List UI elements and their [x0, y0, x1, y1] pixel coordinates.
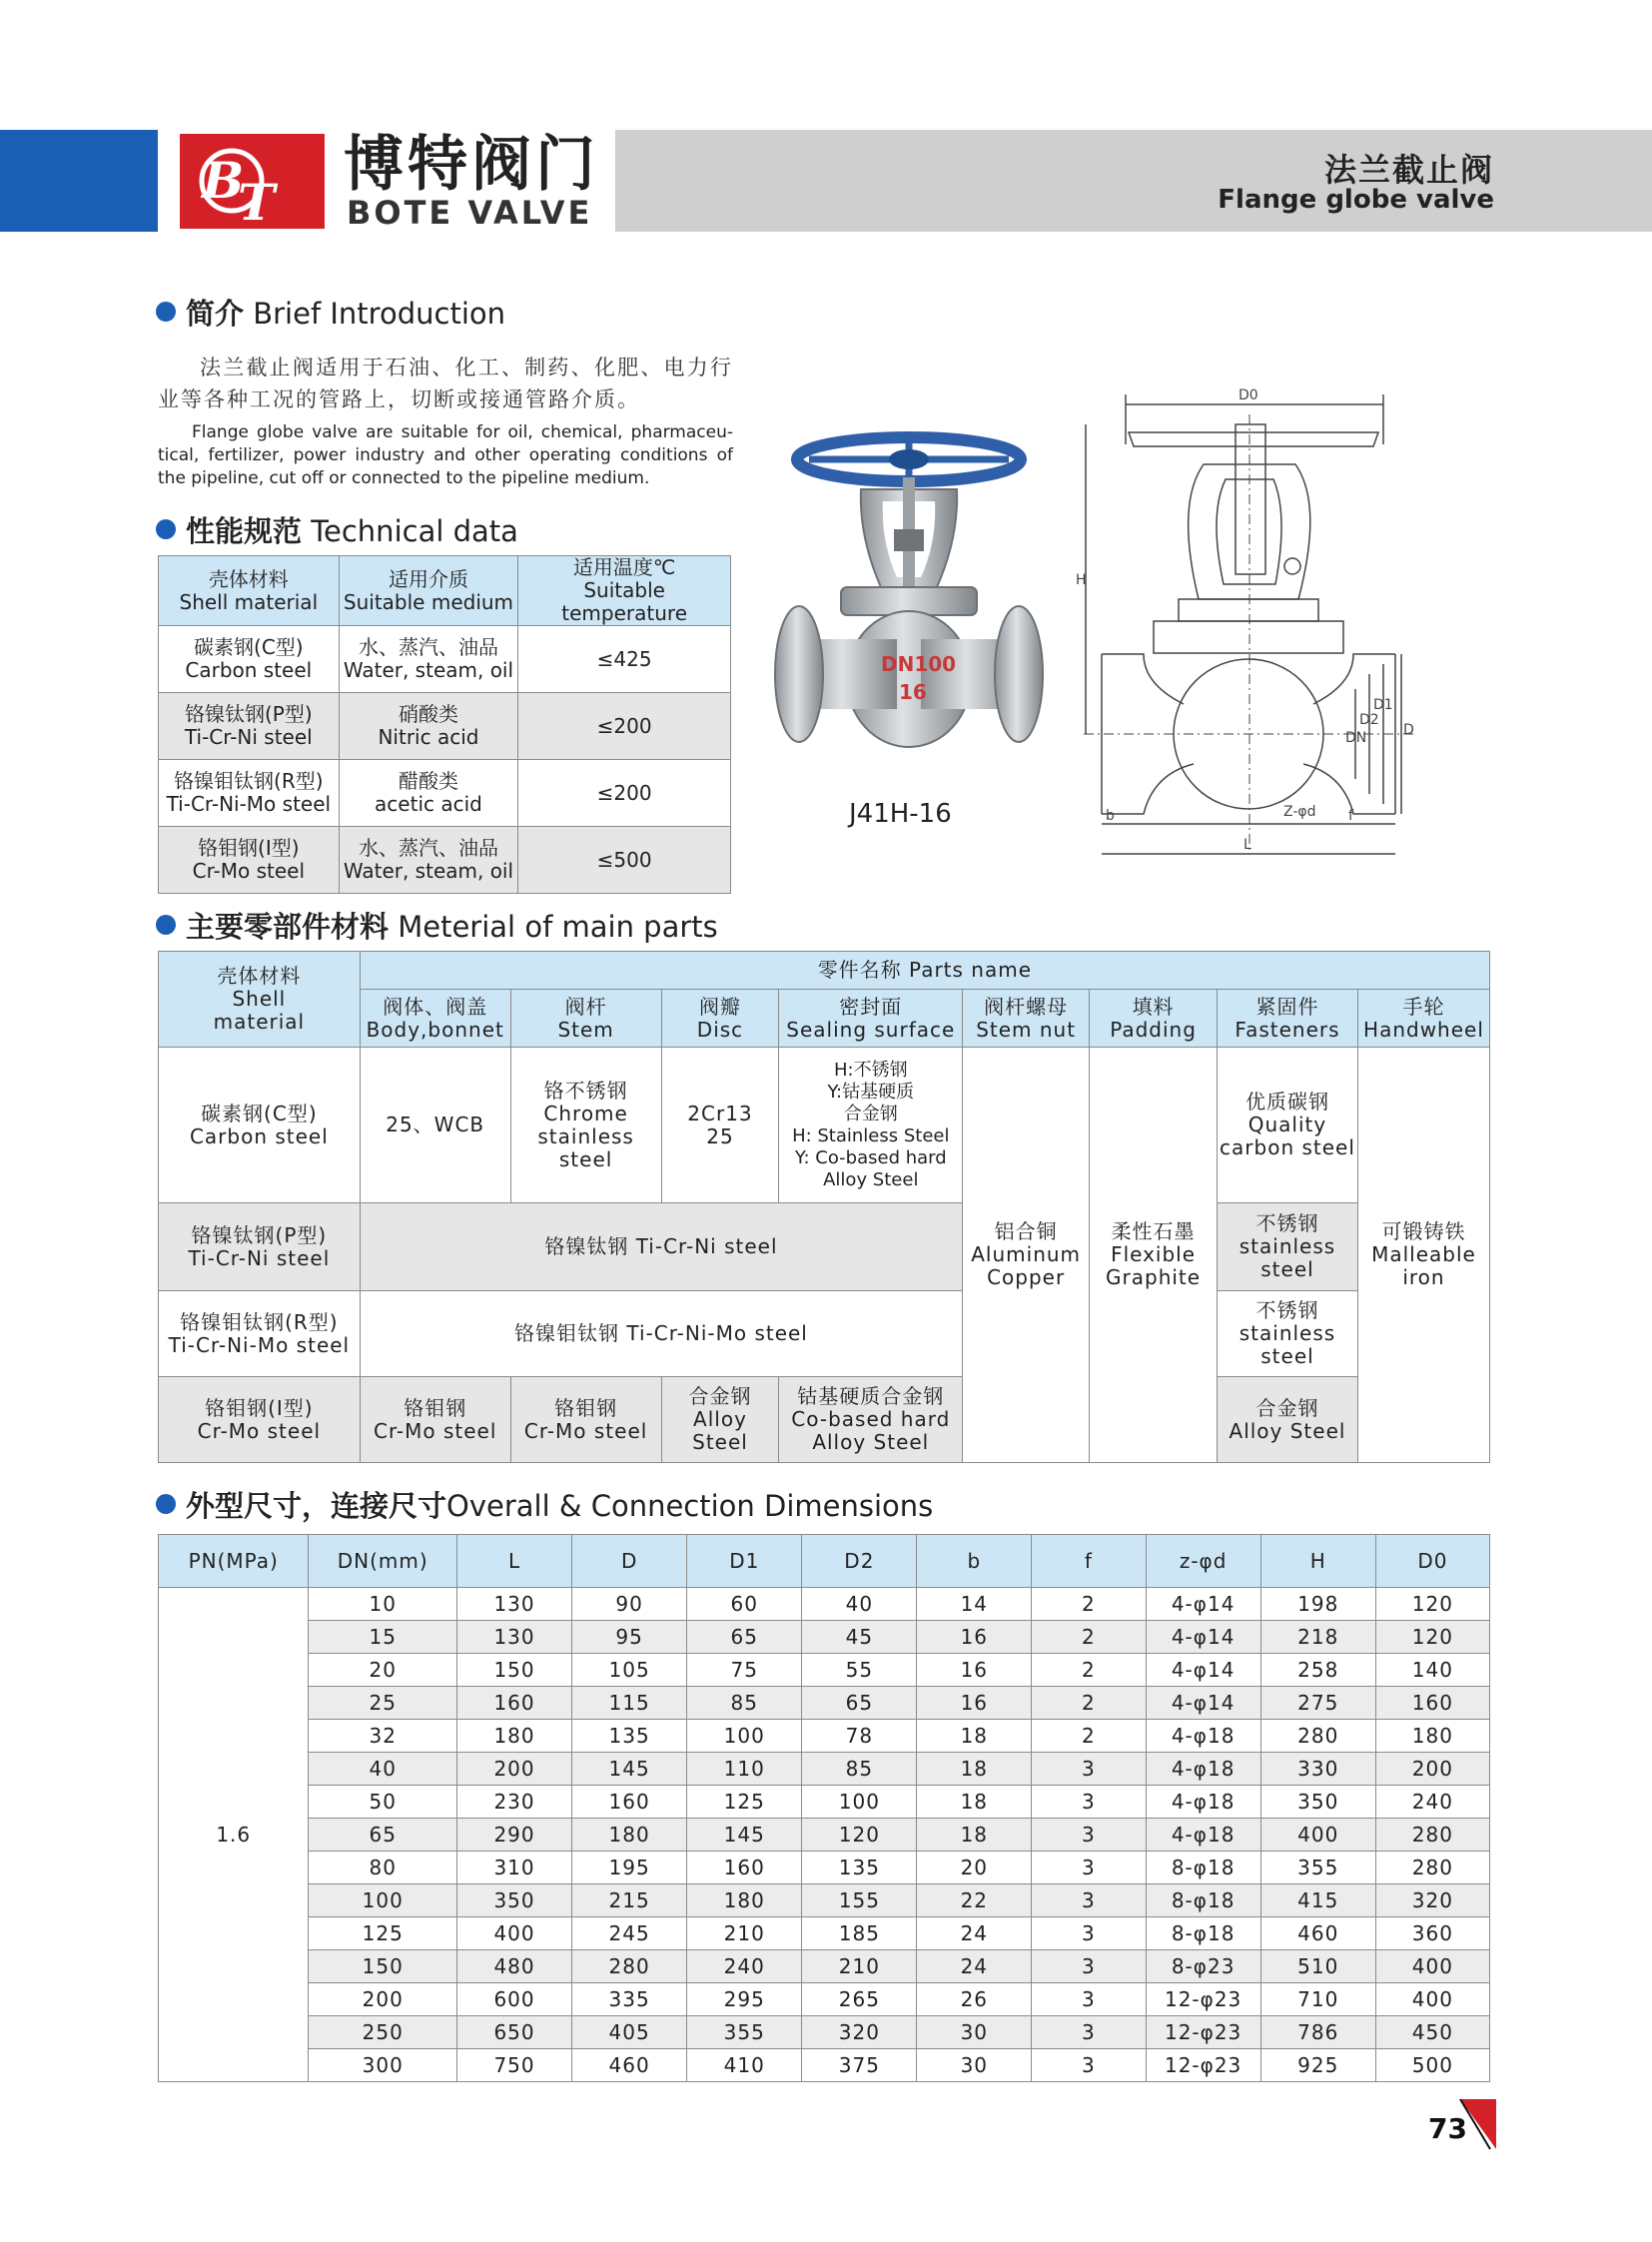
dim-d1: D1 — [1373, 697, 1393, 713]
table-header-row — [159, 952, 1490, 990]
table-cell: 360 — [1375, 1917, 1489, 1950]
table-cell: 120 — [1375, 1621, 1489, 1654]
dim-d0: D0 — [1239, 387, 1258, 403]
table-cell: 85 — [802, 1753, 917, 1786]
table-row — [159, 1753, 1490, 1786]
dim-h: H — [1076, 572, 1087, 588]
table-cell: 4-φ18 — [1146, 1720, 1260, 1753]
table-row: 碳素钢(C型) Carbon steel 水、蒸汽、油品 Water, steam, oil ≤425 — [159, 626, 731, 693]
table-cell: 90 — [572, 1588, 687, 1621]
table-cell: 258 — [1260, 1654, 1375, 1687]
table-cell: 150 — [309, 1950, 457, 1983]
table-cell: 20 — [917, 1852, 1032, 1884]
table-cell: 12-φ23 — [1146, 2049, 1260, 2082]
intro-text-cn: 法兰截止阀适用于石油、化工、制药、化肥、电力行业等各种工况的管路上，切断或接通管路介质。 — [158, 356, 733, 411]
table-cell: 198 — [1260, 1588, 1375, 1621]
table-cell: 500 — [1375, 2049, 1489, 2082]
table-cell: 210 — [687, 1917, 802, 1950]
header-parts-name: 零件名称 Parts name — [360, 952, 1489, 990]
table-header-row: PN(MPa) DN(mm) L D D1 D2 b f z-φd H D0 — [159, 1535, 1490, 1588]
table-cell: 350 — [1260, 1786, 1375, 1819]
table-cell: 3 — [1032, 1786, 1146, 1819]
intro-text-en: Flange globe valve are suitable for oil, chemical, pharmaceu-tical, fertilizer, power industry and other operating conditions of the pipeline, cut off or connected to the pipeline medium. — [158, 422, 733, 488]
table-cell: 4-φ14 — [1146, 1687, 1260, 1720]
dim-d2: D2 — [1359, 712, 1379, 728]
valve-photo — [769, 417, 1059, 777]
table-cell: 786 — [1260, 2016, 1375, 2049]
table-cell: 14 — [917, 1588, 1032, 1621]
table-cell: 215 — [572, 1884, 687, 1917]
table-cell: 275 — [1260, 1687, 1375, 1720]
table-cell: 30 — [917, 2049, 1032, 2082]
table-cell: 320 — [1375, 1884, 1489, 1917]
bt-logo — [180, 134, 325, 232]
table-row — [159, 2049, 1490, 2082]
table-cell: 925 — [1260, 2049, 1375, 2082]
table-cell: 120 — [1375, 1588, 1489, 1621]
table-cell: 3 — [1032, 1950, 1146, 1983]
table-cell: 200 — [1375, 1753, 1489, 1786]
table-cell: 320 — [802, 2016, 917, 2049]
table-cell: 120 — [802, 1819, 917, 1852]
technical-table — [158, 555, 731, 894]
table-cell: 450 — [1375, 2016, 1489, 2049]
page-title-cn: 法兰截止阀 — [1323, 151, 1494, 189]
materials-table — [158, 951, 1490, 1463]
photo-mark-dn: DN100 — [881, 652, 957, 676]
table-cell: 400 — [456, 1917, 571, 1950]
table-cell: 4-φ14 — [1146, 1621, 1260, 1654]
table-cell: 240 — [1375, 1786, 1489, 1819]
table-cell: 280 — [1375, 1852, 1489, 1884]
table-cell: 160 — [1375, 1687, 1489, 1720]
page-number: 73 — [1428, 2112, 1467, 2145]
table-row: 铬镍钛钢(P型) Ti-Cr-Ni steel 硝酸类 Nitric acid ≤200 — [159, 693, 731, 760]
header-suitable-temperature: 适用温度℃ Suitable temperature — [518, 556, 731, 626]
dim-dn: DN — [1345, 730, 1367, 746]
table-cell: 460 — [1260, 1917, 1375, 1950]
table-row — [159, 1950, 1490, 1983]
table-cell: 290 — [456, 1819, 571, 1852]
table-cell: 8-φ23 — [1146, 1950, 1260, 1983]
table-cell: 8-φ18 — [1146, 1884, 1260, 1917]
table-cell: 200 — [309, 1983, 457, 2016]
table-cell: 280 — [572, 1950, 687, 1983]
table-cell: 400 — [1375, 1983, 1489, 2016]
table-cell: 45 — [802, 1621, 917, 1654]
table-cell: 25 — [309, 1687, 457, 1720]
table-cell: 230 — [456, 1786, 571, 1819]
table-cell: 2 — [1032, 1588, 1146, 1621]
table-cell: 40 — [802, 1588, 917, 1621]
table-cell: 55 — [802, 1654, 917, 1687]
table-cell: 240 — [687, 1950, 802, 1983]
table-row — [159, 1819, 1490, 1852]
table-cell: 145 — [687, 1819, 802, 1852]
table-cell: 40 — [309, 1753, 457, 1786]
table-cell: 350 — [456, 1884, 571, 1917]
table-cell: 18 — [917, 1753, 1032, 1786]
table-cell: 710 — [1260, 1983, 1375, 2016]
table-cell: 250 — [309, 2016, 457, 2049]
table-cell: 335 — [572, 1983, 687, 2016]
table-cell: 80 — [309, 1852, 457, 1884]
svg-text:B: B — [202, 151, 245, 210]
table-cell: 150 — [456, 1654, 571, 1687]
table-cell: 295 — [687, 1983, 802, 2016]
table-row — [159, 1884, 1490, 1917]
table-cell: 12-φ23 — [1146, 2016, 1260, 2049]
header-shell-material: 壳体材料 Shell material — [159, 952, 361, 1048]
table-cell: 2 — [1032, 1621, 1146, 1654]
bullet-dot-icon — [156, 915, 176, 935]
table-cell: 32 — [309, 1720, 457, 1753]
table-row — [159, 2016, 1490, 2049]
dim-l: L — [1243, 837, 1251, 853]
table-cell: 18 — [917, 1786, 1032, 1819]
table-cell: 180 — [456, 1720, 571, 1753]
table-cell: 24 — [917, 1950, 1032, 1983]
table-cell: 185 — [802, 1917, 917, 1950]
table-cell: 16 — [917, 1687, 1032, 1720]
table-cell: 95 — [572, 1621, 687, 1654]
table-cell: 4-φ14 — [1146, 1588, 1260, 1621]
table-cell: 4-φ18 — [1146, 1786, 1260, 1819]
page-corner-mark — [1458, 2095, 1498, 2151]
photo-mark-pn: 16 — [899, 680, 927, 704]
table-cell: 400 — [1375, 1950, 1489, 1983]
table-cell: 180 — [572, 1819, 687, 1852]
table-cell: 85 — [687, 1687, 802, 1720]
model-label: J41H-16 — [849, 799, 952, 829]
valve-drawing — [1076, 384, 1414, 864]
table-cell: 8-φ18 — [1146, 1917, 1260, 1950]
table-cell: 4-φ14 — [1146, 1654, 1260, 1687]
table-cell: 355 — [687, 2016, 802, 2049]
dim-f: f — [1348, 808, 1353, 824]
table-row — [159, 1654, 1490, 1687]
table-cell: 65 — [309, 1819, 457, 1852]
table-cell: 750 — [456, 2049, 571, 2082]
table-cell: 60 — [687, 1588, 802, 1621]
table-cell: 125 — [687, 1786, 802, 1819]
table-cell: 18 — [917, 1720, 1032, 1753]
table-cell: 650 — [456, 2016, 571, 2049]
table-cell: 375 — [802, 2049, 917, 2082]
table-cell: 125 — [309, 1917, 457, 1950]
table-row — [159, 1983, 1490, 2016]
table-cell: 410 — [687, 2049, 802, 2082]
table-cell: 20 — [309, 1654, 457, 1687]
table-cell: 145 — [572, 1753, 687, 1786]
table-cell: 460 — [572, 2049, 687, 2082]
dim-b: b — [1106, 808, 1115, 824]
table-cell: 100 — [687, 1720, 802, 1753]
table-cell: 160 — [687, 1852, 802, 1884]
table-cell: 30 — [917, 2016, 1032, 2049]
table-row — [159, 1917, 1490, 1950]
table-row: 碳素钢(C型) Carbon steel 25、WCB 铬不锈钢 Chrome stainless steel 2Cr13 25 H:不锈钢 Y:钴基硬质 合金钢 H: Stainless Steel Y: Co-based hard Alloy Steel 铝合铜 Aluminum Copper 柔性石墨 Flexible Graphite 优质碳钢 Quality carbon steel 可锻铸铁 Malleable iron — [159, 1048, 1490, 1203]
table-header-row — [159, 556, 731, 626]
materials-heading: 主要零部件材料 Meterial of main parts — [156, 909, 718, 945]
header-gray-band — [615, 130, 1652, 232]
intro-heading: 简介 Brief Introduction — [156, 296, 505, 332]
table-cell: 65 — [687, 1621, 802, 1654]
table-row: 铬镍钼钛钢(R型) Ti-Cr-Ni-Mo steel 醋酸类 acetic acid ≤200 — [159, 760, 731, 827]
table-row — [159, 1588, 1490, 1621]
table-row: 铬镍钛钢(P型) Ti-Cr-Ni steel 铬镍钛钢 Ti-Cr-Ni steel 不锈钢 stainless steel — [159, 1203, 1490, 1291]
table-cell: 50 — [309, 1786, 457, 1819]
table-cell: 405 — [572, 2016, 687, 2049]
header-suitable-medium: 适用介质 Suitable medium — [339, 556, 518, 626]
table-cell: 130 — [456, 1588, 571, 1621]
table-cell: 4-φ18 — [1146, 1753, 1260, 1786]
table-cell: 245 — [572, 1917, 687, 1950]
dim-d: D — [1403, 722, 1414, 738]
svg-text:T: T — [238, 173, 276, 232]
table-cell: 140 — [1375, 1654, 1489, 1687]
table-cell: 12-φ23 — [1146, 1983, 1260, 2016]
table-cell: 3 — [1032, 1917, 1146, 1950]
table-cell: 18 — [917, 1819, 1032, 1852]
table-cell: 65 — [802, 1687, 917, 1720]
table-cell: 480 — [456, 1950, 571, 1983]
brand-name-en: BOTE VALVE — [347, 194, 593, 232]
table-cell: 8-φ18 — [1146, 1852, 1260, 1884]
table-cell: 218 — [1260, 1621, 1375, 1654]
table-row — [159, 1720, 1490, 1753]
table-cell: 510 — [1260, 1950, 1375, 1983]
bullet-dot-icon — [156, 1494, 176, 1514]
table-row: 铬钼钢(I型) Cr-Mo steel 水、蒸汽、油品 Water, steam, oil ≤500 — [159, 827, 731, 894]
table-cell: 4-φ18 — [1146, 1819, 1260, 1852]
table-cell: 300 — [309, 2049, 457, 2082]
table-cell: 105 — [572, 1654, 687, 1687]
table-cell: 130 — [456, 1621, 571, 1654]
table-cell: 210 — [802, 1950, 917, 1983]
table-cell: 75 — [687, 1654, 802, 1687]
table-cell: 280 — [1260, 1720, 1375, 1753]
table-cell: 15 — [309, 1621, 457, 1654]
table-cell: 10 — [309, 1588, 457, 1621]
table-cell: 115 — [572, 1687, 687, 1720]
table-cell: 22 — [917, 1884, 1032, 1917]
table-cell: 415 — [1260, 1884, 1375, 1917]
table-cell: 2 — [1032, 1720, 1146, 1753]
pn-cell: 1.6 — [159, 1588, 309, 2082]
brand-name-cn: 博特阀门 — [344, 130, 599, 200]
table-row: 铬钼钢(I型) Cr-Mo steel 铬钼钢 Cr-Mo steel 铬钼钢 Cr-Mo steel 合金钢 Alloy Steel 钴基硬质合金钢 Co-based hard Alloy Steel 合金钢 Alloy Steel — [159, 1377, 1490, 1463]
table-cell: 100 — [802, 1786, 917, 1819]
header-shell-material: 壳体材料 Shell material — [159, 556, 340, 626]
table-cell: 2 — [1032, 1687, 1146, 1720]
table-cell: 16 — [917, 1621, 1032, 1654]
table-cell: 3 — [1032, 1852, 1146, 1884]
dimensions-heading: 外型尺寸，连接尺寸Overall & Connection Dimensions — [156, 1488, 933, 1524]
table-cell: 400 — [1260, 1819, 1375, 1852]
table-row — [159, 1786, 1490, 1819]
table-cell: 100 — [309, 1884, 457, 1917]
technical-heading: 性能规范 Technical data — [156, 513, 518, 549]
table-cell: 3 — [1032, 1884, 1146, 1917]
table-cell: 355 — [1260, 1852, 1375, 1884]
table-cell: 280 — [1375, 1819, 1489, 1852]
table-row — [159, 1852, 1490, 1884]
table-cell: 195 — [572, 1852, 687, 1884]
table-cell: 110 — [687, 1753, 802, 1786]
table-cell: 200 — [456, 1753, 571, 1786]
table-cell: 155 — [802, 1884, 917, 1917]
table-cell: 3 — [1032, 1983, 1146, 2016]
table-cell: 180 — [1375, 1720, 1489, 1753]
table-row — [159, 1621, 1490, 1654]
table-cell: 3 — [1032, 1819, 1146, 1852]
page-title-en: Flange globe valve — [1218, 185, 1494, 215]
table-cell: 26 — [917, 1983, 1032, 2016]
table-cell: 265 — [802, 1983, 917, 2016]
table-cell: 180 — [687, 1884, 802, 1917]
table-cell: 3 — [1032, 2016, 1146, 2049]
bullet-dot-icon — [156, 519, 176, 539]
table-cell: 2 — [1032, 1654, 1146, 1687]
table-cell: 310 — [456, 1852, 571, 1884]
table-cell: 600 — [456, 1983, 571, 2016]
table-cell: 78 — [802, 1720, 917, 1753]
table-cell: 330 — [1260, 1753, 1375, 1786]
table-row: 铬镍钼钛钢(R型) Ti-Cr-Ni-Mo steel 铬镍钼钛钢 Ti-Cr-Ni-Mo steel 不锈钢 stainless steel — [159, 1291, 1490, 1377]
table-cell: 3 — [1032, 1753, 1146, 1786]
dim-zd: Z-φd — [1283, 804, 1316, 820]
table-cell: 24 — [917, 1917, 1032, 1950]
header-blue-band — [0, 130, 158, 232]
dimensions-table — [158, 1534, 1490, 2082]
table-cell: 3 — [1032, 2049, 1146, 2082]
table-header-row: 阀体、阀盖 Body,bonnet 阀杆 Stem 阀瓣 Disc 密封面 Sealing surface 阀杆螺母 Stem nut 填料 Padding 紧固件 Fasteners 手轮 Handwheel — [159, 990, 1490, 1048]
table-cell: 160 — [456, 1687, 571, 1720]
table-cell: 135 — [572, 1720, 687, 1753]
table-cell: 16 — [917, 1654, 1032, 1687]
table-row — [159, 1687, 1490, 1720]
bullet-dot-icon — [156, 302, 176, 322]
table-cell: 135 — [802, 1852, 917, 1884]
table-cell: 160 — [572, 1786, 687, 1819]
